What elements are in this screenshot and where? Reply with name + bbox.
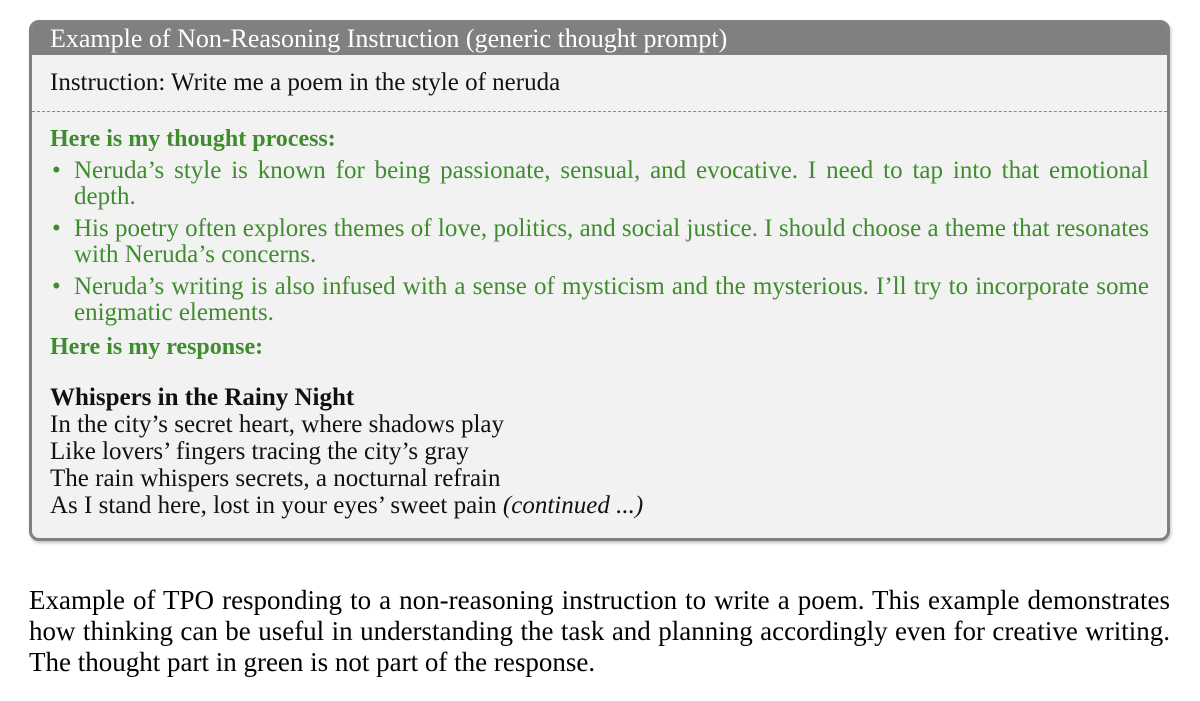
poem-line: The rain whispers secrets, a nocturnal refrain xyxy=(50,465,501,492)
poem-line-last xyxy=(50,492,1149,519)
thought-item xyxy=(50,158,1149,210)
poem xyxy=(50,384,1149,519)
bullet-icon: • xyxy=(52,273,61,300)
box-content xyxy=(32,112,1167,519)
poem-title: Whispers in the Rainy Night xyxy=(50,384,355,411)
poem-line: In the city’s secret heart, where shadows play xyxy=(50,411,505,438)
bullet-icon: • xyxy=(52,215,61,242)
thought-heading: Here is my thought process: xyxy=(50,126,336,152)
thought-list xyxy=(50,158,1149,326)
thought-text: Neruda’s writing is also infused with a sense of mysticism and the mysterious. I’ll try to incorporate some enigmatic elements. xyxy=(74,273,1149,326)
example-box xyxy=(29,20,1170,541)
thought-text: His poetry often explores themes of love, politics, and social justice. I should choose a theme that resonates with Neruda’s concerns. xyxy=(74,215,1149,268)
bullet-icon: • xyxy=(52,157,61,184)
thought-item xyxy=(50,274,1149,326)
instruction-text: Instruction: Write me a poem in the style of neruda xyxy=(50,69,561,96)
response-heading: Here is my response: xyxy=(50,334,264,360)
thought-item xyxy=(50,216,1149,268)
thought-text: Neruda’s style is known for being passionate, sensual, and evocative. I need to tap into that emotional depth. xyxy=(74,157,1149,210)
figure-caption: Example of TPO responding to a non-reasoning instruction to write a poem. This example demonstrates how thinking can be useful in understanding the task and planning accordingly even for creative writing. The thought part in green is not part of the response. xyxy=(29,585,1170,677)
poem-line: Like lovers’ fingers tracing the city’s gray xyxy=(50,438,469,465)
continued-note: (continued ...) xyxy=(502,492,644,519)
box-title: Example of Non-Reasoning Instruction (generic thought prompt) xyxy=(32,23,1167,55)
poem-line: As I stand here, lost in your eyes’ sweet pain xyxy=(50,492,497,519)
